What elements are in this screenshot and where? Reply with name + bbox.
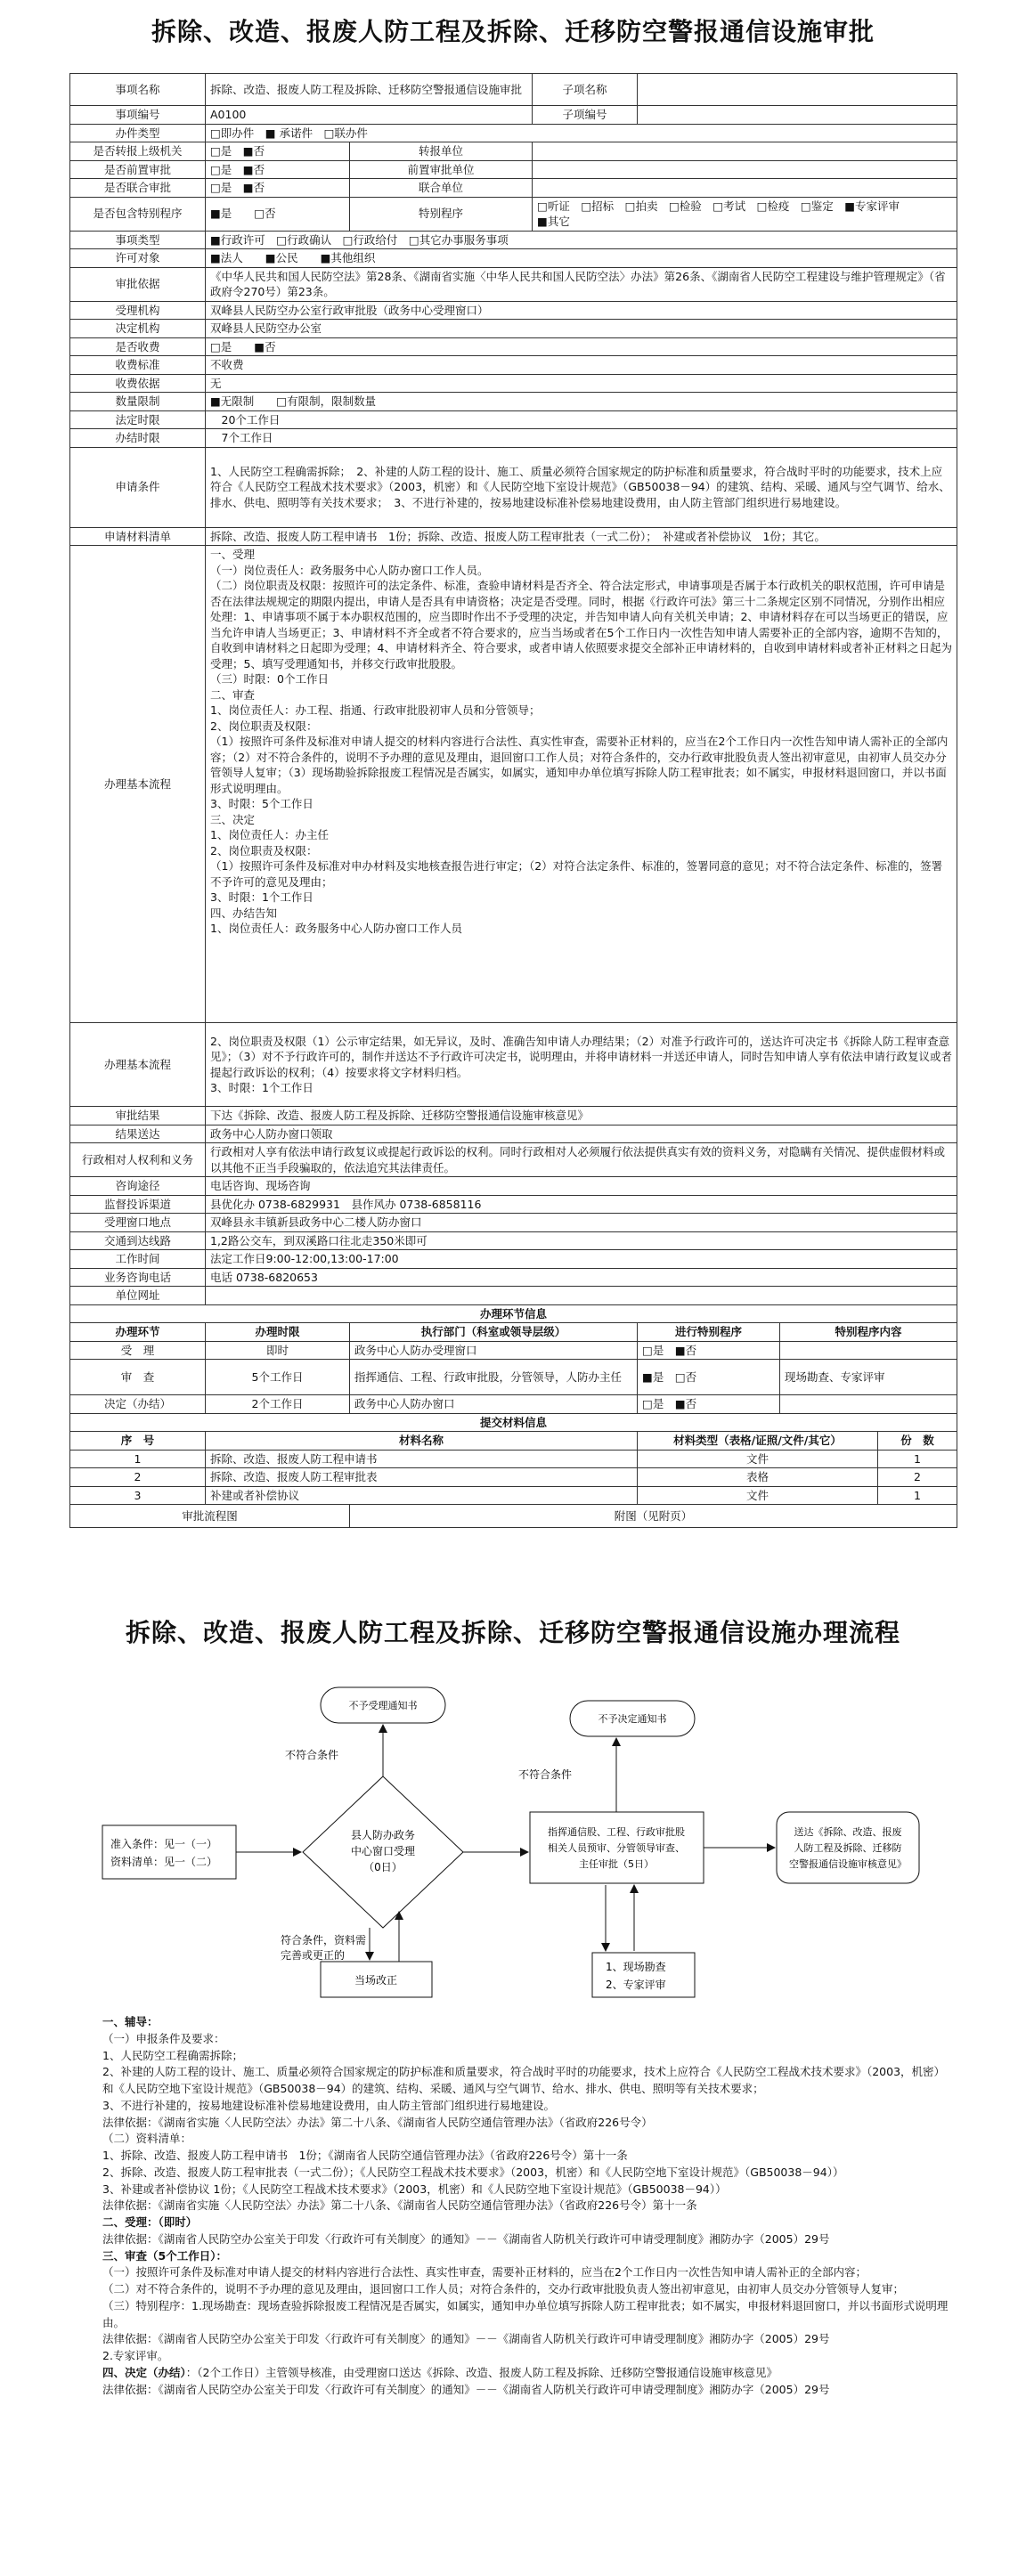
guide-heading-3: 三、审查（5个工作日）： — [102, 2248, 227, 2263]
label-rights: 行政相对人权利和义务 — [70, 1143, 206, 1177]
stage-content — [780, 1341, 957, 1360]
reject-1-label: 不符合条件 — [285, 1749, 339, 1761]
label-route: 交通到达线路 — [70, 1231, 206, 1250]
guide-para: 法律依据：《湖南省人民防空办公室关于印发〈行政许可有关制度〉的通知》－－《湖南省人防机关行政许可申请受理制度》湘防办字（2005）29号 — [102, 2382, 830, 2396]
special-2: 2、专家评审 — [606, 1979, 666, 1991]
result-line3: 空警报通信设施审核意见》 — [789, 1858, 907, 1870]
correct-text: 当场改正 — [354, 1974, 398, 1987]
label-subitem-code: 子项编号 — [533, 106, 638, 125]
mat-no: 2 — [70, 1468, 206, 1487]
guide-para: 2、补建的人防工程的设计、施工、质量必须符合国家规定的防护标准和质量要求，符合战时平时的功能要求，技术上应符合《人民防空工程战术技术要求》（2003，机密）和《人民防空地下室设计规范》（GB50038－94）的建筑、结构、采暖、通风与空气调节、给水、排水、供电、照明等有关技术要求； — [102, 2065, 946, 2095]
label-complaint: 监督投诉渠道 — [70, 1195, 206, 1214]
diamond-line1: 县人防办政务 — [350, 1829, 416, 1841]
mat-type: 表格 — [638, 1468, 878, 1487]
value-delivery: 政务中心人防办窗口领取 — [206, 1125, 957, 1143]
left-note-1: 符合条件，资料需 — [281, 1934, 367, 1946]
label-process: 办理基本流程 — [70, 546, 206, 1023]
mat-count: 1 — [878, 1450, 957, 1468]
stage-dept: 政务中心人防办受理窗口 — [350, 1341, 638, 1360]
value-work-time: 法定工作日9:00-12:00,13:00-17:00 — [206, 1250, 957, 1269]
result-line1: 送达《拆除、改造、报废 — [794, 1826, 902, 1838]
label-fee: 是否收费 — [70, 337, 206, 356]
value-forward: □是 ■否 — [206, 142, 350, 161]
label-accept-org: 受理机构 — [70, 301, 206, 320]
mat-no: 1 — [70, 1450, 206, 1468]
guide-para: 法律依据：《湖南省实施〈人民防空法〉办法》第二十八条、《湖南省人民防空通信管理办法》（省政府226号令）第十一条 — [102, 2198, 697, 2213]
label-result: 审批结果 — [70, 1107, 206, 1125]
stage-limit: 5个工作日 — [206, 1360, 350, 1395]
label-process-cont: 办理基本流程 — [70, 1023, 206, 1107]
stage-head-dept: 执行部门（科室或领导层级） — [350, 1323, 638, 1342]
mat-name: 拆除、改造、报废人防工程审批表 — [206, 1468, 638, 1487]
stage-special: □是 ■否 — [638, 1395, 780, 1414]
label-joint: 是否联合审批 — [70, 179, 206, 198]
stage-content — [780, 1395, 957, 1414]
value-finish-limit: 7个工作日 — [206, 429, 957, 448]
guide-para: 2.专家评审。 — [102, 2349, 169, 2362]
label-target: 许可对象 — [70, 249, 206, 268]
label-finish-limit: 办结时限 — [70, 429, 206, 448]
mat-count: 1 — [878, 1486, 957, 1505]
value-pre-approval-unit — [533, 160, 957, 179]
diamond-line2: 中心窗口受理 — [350, 1845, 416, 1857]
guide-para: 2、拆除、改造、报废人防工程审批表（一式二份）；《人民防空工程战术技术要求》（2003，机密）和《人民防空地下室设计规范》（GB50038－94）） — [102, 2165, 844, 2179]
mat-name: 补建或者补偿协议 — [206, 1486, 638, 1505]
label-decide-org: 决定机构 — [70, 320, 206, 338]
value-forward-unit — [533, 142, 957, 161]
mat-head-type: 材料类型（表格/证照/文件/其它） — [638, 1432, 878, 1451]
value-fee-standard: 不收费 — [206, 356, 957, 375]
guide-para: 法律依据：《湖南省实施〈人民防空法〉办法》第二十八条、《湖南省人民防空通信管理办法》（省政府226号令） — [102, 2115, 653, 2129]
label-conditions: 申请条件 — [70, 447, 206, 527]
value-joint-unit — [533, 179, 957, 198]
guide-para: 3、补建或者补偿协议 1份；《人民防空工程战术技术要求》（2003，机密）和《人民防空地下室设计规范》（GB50038－94）） — [102, 2182, 727, 2196]
stage-limit: 即时 — [206, 1341, 350, 1360]
mat-count: 2 — [878, 1468, 957, 1487]
table-row — [70, 1360, 957, 1395]
left-note-2: 完善或更正的 — [281, 1949, 346, 1962]
label-materials-list: 申请材料清单 — [70, 527, 206, 546]
label-subitem-name: 子项名称 — [533, 74, 638, 106]
stage-head-special: 进行特别程序 — [638, 1323, 780, 1342]
label-special-proc: 特别程序 — [350, 197, 533, 231]
value-legal-limit: 20个工作日 — [206, 410, 957, 429]
stage-head-name: 办理环节 — [70, 1323, 206, 1342]
label-special: 是否包含特别程序 — [70, 197, 206, 231]
input-line2: 资料清单：见一（二） — [110, 1856, 218, 1868]
stage-name: 审 查 — [70, 1360, 206, 1395]
value-item-code: A0100 — [206, 106, 533, 125]
guide-para: 3、不进行补建的，按易地建设标准补偿易地建设费用，由人防主管部门组织进行易地建设。 — [102, 2098, 555, 2112]
mat-name: 拆除、改造、报废人防工程申请书 — [206, 1450, 638, 1468]
footer-attach: 附图（见附页） — [350, 1505, 957, 1528]
label-matter-type: 事项类型 — [70, 231, 206, 249]
result-line2: 人防工程及拆除、迁移防 — [794, 1842, 902, 1854]
mat-head-name: 材料名称 — [206, 1432, 638, 1451]
special-1: 1、现场勘查 — [606, 1961, 666, 1973]
stage-dept: 指挥通信、工程、行政审批股，分管领导，人防办主任 — [350, 1360, 638, 1395]
mat-type: 文件 — [638, 1486, 878, 1505]
guide-para: 1、人民防空工程确需拆除； — [102, 2048, 243, 2062]
page-title: 拆除、改造、报废人防工程及拆除、迁移防空警报通信设施审批 — [151, 17, 875, 46]
label-case-type: 办件类型 — [70, 124, 206, 142]
value-fee-basis: 无 — [206, 374, 957, 393]
value-consult: 电话咨询、现场咨询 — [206, 1177, 957, 1196]
label-work-time: 工作时间 — [70, 1250, 206, 1269]
label-window: 受理窗口地点 — [70, 1214, 206, 1232]
diamond-line3: （0日） — [363, 1861, 403, 1873]
value-website — [206, 1287, 957, 1305]
guide-para: 1、拆除、改造、报废人防工程申请书 1份；《湖南省人民防空通信管理办法》（省政府226号令）第十一条 — [102, 2149, 628, 2162]
value-materials-list: 拆除、改造、报废人防工程申请书 1份；拆除、改造、报废人防工程审批表（一式二份）； 补建或者补偿协议 1份；其它。 — [206, 527, 957, 546]
label-joint-unit: 联合单位 — [350, 179, 533, 198]
stage-special: □是 ■否 — [638, 1341, 780, 1360]
guide-heading-4: 四、决定（办结） — [102, 2365, 186, 2379]
value-pre-approval: □是 ■否 — [206, 160, 350, 179]
value-matter-type: ■行政许可 □行政确认 □行政给付 □其它办事服务事项 — [206, 231, 957, 249]
label-forward: 是否转报上级机关 — [70, 142, 206, 161]
flow-title: 拆除、改造、报废人防工程及拆除、迁移防空警报通信设施办理流程 — [125, 1618, 900, 1647]
value-item-name: 拆除、改造、报废人防工程及拆除、迁移防空警报通信设施审批 — [206, 74, 533, 106]
value-route: 1,2路公交车，到双溪路口往北走350米即可 — [206, 1231, 957, 1250]
input-box — [102, 1825, 236, 1879]
value-fee: □是 ■否 — [206, 337, 957, 356]
mat-head-count: 份 数 — [878, 1432, 957, 1451]
label-pre-approval-unit: 前置审批单位 — [350, 160, 533, 179]
label-website: 单位网址 — [70, 1287, 206, 1305]
section-stages: 办理环节信息 — [70, 1304, 957, 1323]
mat-type: 文件 — [638, 1450, 878, 1468]
value-joint: □是 ■否 — [206, 179, 350, 198]
label-pre-approval: 是否前置审批 — [70, 160, 206, 179]
section-materials: 提交材料信息 — [70, 1413, 957, 1432]
value-case-type: □即办件 ■ 承诺件 □联办件 — [206, 124, 957, 142]
value-process-cont: 2、岗位职责及权限（1）公示审定结果，如无异议，及时、准确告知申请人办理结果；（2）对准予行政许可的，送达许可决定书《拆除人防工程审查意见》；（3）对不予行政许可的，制作并送达不予行政许可决定书，说明理由，并将申请材料一并送还申请人，同时告知申请人享有依法申请行政复议或者提起行政诉讼的权利；（4）按要求将文字材料归档。 3、时限：1个工作日 — [206, 1023, 957, 1107]
stage-content: 现场勘查、专家评审 — [780, 1360, 957, 1395]
table-row — [70, 1468, 957, 1487]
value-window: 双峰县永丰镇新县政务中心二楼人防办窗口 — [206, 1214, 957, 1232]
value-conditions: 1、人民防空工程确需拆除； 2、补建的人防工程的设计、施工、质量必须符合国家规定的防护标准和质量要求，符合战时平时的功能要求，技术上应符合《人民防空工程战术技术要求》（2003，机密）和《人民防空地下室设计规范》（GB50038－94）的建筑、结构、采暖、通风与空气调节、给水、排水、供电、照明等有关技术要求； 3、不进行补建的，按易地建设标准补偿易地建设费用，由人防主管部门组织进行易地建设。 — [206, 447, 957, 527]
stage-limit: 2个工作日 — [206, 1395, 350, 1414]
info-table — [69, 73, 957, 1528]
guide-heading-4-text: ：（2个工作日）主管领导核准，由受理窗口送达《拆除、改造、报废人防工程及拆除、迁移防空警报通信设施审核意见》 — [185, 2365, 778, 2379]
table-row — [70, 1450, 957, 1468]
table-row — [70, 1395, 957, 1414]
review-line1: 指挥通信股、工程、行政审批股 — [548, 1826, 685, 1838]
stage-head-content: 特别程序内容 — [780, 1323, 957, 1342]
value-special-proc: □听证 □招标 □拍卖 □检验 □考试 □检疫 □鉴定 ■专家评审 ■其它 — [533, 197, 957, 231]
flowchart — [0, 1652, 1026, 2008]
guide-heading-2: 二、受理：（即时） — [102, 2215, 198, 2229]
value-result: 下达《拆除、改造、报废人防工程及拆除、迁移防空警报通信设施审核意见》 — [206, 1107, 957, 1125]
label-consult: 咨询途径 — [70, 1177, 206, 1196]
review-line2: 相关人员预审、分管领导审查、 — [548, 1842, 685, 1854]
table-row — [70, 1486, 957, 1505]
label-basis: 审批依据 — [70, 267, 206, 301]
review-line3: 主任审批（5日） — [579, 1858, 654, 1870]
value-subitem-name — [638, 74, 957, 106]
guide-para: （三）特别程序：1.现场勘查：现场查验拆除报废工程情况是否属实，如属实，通知申办单位填写拆除人防工程审批表；如不属实，申报材料退回窗口，并以书面形式说明理由。 — [102, 2298, 949, 2329]
mat-head-no: 序 号 — [70, 1432, 206, 1451]
label-fee-standard: 收费标准 — [70, 356, 206, 375]
stage-name: 决定（办结） — [70, 1395, 206, 1414]
value-target: ■法人 ■公民 ■其他组织 — [206, 249, 957, 268]
guide-para: 法律依据：《湖南省人民防空办公室关于印发〈行政许可有关制度〉的通知》－－《湖南省人防机关行政许可申请受理制度》湘防办字（2005）29号 — [102, 2231, 830, 2246]
label-item-code: 事项编号 — [70, 106, 206, 125]
label-legal-limit: 法定时限 — [70, 410, 206, 429]
label-forward-unit: 转报单位 — [350, 142, 533, 161]
guide-para: 法律依据：《湖南省人民防空办公室关于印发〈行政许可有关制度〉的通知》－－《湖南省人防机关行政许可申请受理制度》湘防办字（2005）29号 — [102, 2332, 830, 2346]
value-decide-org: 双峰县人民防空办公室 — [206, 320, 957, 338]
label-phone: 业务咨询电话 — [70, 1268, 206, 1287]
label-item-name: 事项名称 — [70, 74, 206, 106]
label-quantity: 数量限制 — [70, 393, 206, 411]
reject-2-label: 不符合条件 — [518, 1768, 573, 1781]
reject-notice-1-text: 不予受理通知书 — [348, 1700, 418, 1711]
guide-section — [102, 2014, 949, 2398]
guide-para: （一）按照许可条件及标准对申请人提交的材料内容进行合法性、真实性审查，需要补正材料的，应当在2个工作日内一次性告知申请人需补正的全部内容； — [102, 2265, 867, 2279]
value-rights: 行政相对人享有依法申请行政复议或提起行政诉讼的权利。同时行政相对人必须履行依法提供真实有效的资料义务，对隐瞒有关情况、提供虚假材料或以其他不正当手段骗取的，依法追究其法律责任。 — [206, 1143, 957, 1177]
guide-sub-1: （一）申报条件及要求： — [102, 2031, 225, 2045]
input-line1: 准入条件：见一（一） — [110, 1838, 218, 1850]
stage-head-limit: 办理时限 — [206, 1323, 350, 1342]
guide-para: （二）对不符合条件的，说明不予办理的意见及理由，退回窗口工作人员；对符合条件的，交办行政审批股负责人签出初审意见，由初审人员交办分管领导人复审； — [102, 2282, 905, 2296]
value-quantity: ■无限制 □有限制，限制数量 — [206, 393, 957, 411]
value-basis: 《中华人民共和国人民防空法》第28条、《湖南省实施〈中华人民共和国人民防空法〉办法》第26条、《湖南省人民防空工程建设与维护管理规定》（省政府令270号）第23条。 — [206, 267, 957, 301]
reject-notice-2-text: 不予决定通知书 — [598, 1713, 667, 1725]
guide-sub-2: （二）资料清单： — [102, 2132, 192, 2146]
footer-flow-label: 审批流程图 — [70, 1505, 350, 1528]
label-fee-basis: 收费依据 — [70, 374, 206, 393]
value-process: 一、受理 （一）岗位责任人：政务服务中心人防办窗口工作人员。 （二）岗位职责及权限：按照许可的法定条件、标准，查验申请材料是否齐全、符合法定形式，申请事项是否属于本行政机关的职权范围，许可申请是否在法律法规规定的期限内提出，申请人是否具有申请资格；决定是否受理。同时，根据《行政许可法》第三十二条规定区别不同情况，分别作出相应处理：1、申请事项不属于本办职权范围的，应当即时作出不予受理的决定，并告知申请人向有关机关申请；2、申请材料存在可以当场更正的错误，应当允许申请人当场更正；3、申请材料不齐全或者不符合要求的，应当当场或者在5个工作日内一次性告知申请人需要补正的全部内容，逾期不告知的，自收到申请材料之日起即为受理；4、申请材料齐全、符合要求，或者申请人依照要求提交全部补正申请材料的，自收到申请材料或者补正材料之日起为受理；5、填写受理通知书，并移交行政审批股股。 （三）时限：0个工作日 二、审查 1、岗位责任人：办工程、指通、行政审批股初审人员和分管领导； 2、岗位职责及权限： （1）按照许可条件及标准对申请人提交的材料内容进行合法性、真实性审查，需要补正材料的，应当在2个工作日内一次性告知申请人需补正的全部内容；（2）对不符合条件的，说明不予办理的意见及理由，退回窗口工作人员；对符合条件的，交办行政审批股负责人签出初审意见，由初审人员交办分管领导人复审；（3）现场勘验拆除报废工程情况是否属实，如属实，通知申办单位填写拆除人防工程审批表；如不属实，申报材料退回窗口，并以书面形式说明理由。 3、时限：5个工作日 三、决定 1、岗位责任人：办主任 2、岗位职责及权限： （1）按照许可条件及标准对申办材料及实地核查报告进行审定；（2）对符合法定条件、标准的，签署同意的意见；对不符合法定条件、标准的，签署不予许可的意见及理由； 3、时限：1个工作日 四、办结告知 1、岗位责任人：政务服务中心人防办窗口工作人员 — [206, 546, 957, 1023]
value-subitem-code — [638, 106, 957, 125]
mat-no: 3 — [70, 1486, 206, 1505]
value-accept-org: 双峰县人民防空办公室行政审批股（政务中心受理窗口） — [206, 301, 957, 320]
table-row — [70, 1341, 957, 1360]
guide-heading-4-line — [102, 2365, 949, 2382]
value-phone: 电话 0738-6820653 — [206, 1268, 957, 1287]
stage-name: 受 理 — [70, 1341, 206, 1360]
stage-dept: 政务中心人防办窗口 — [350, 1395, 638, 1414]
label-delivery: 结果送达 — [70, 1125, 206, 1143]
stage-special: ■是 □否 — [638, 1360, 780, 1395]
guide-heading-1: 一、辅导： — [102, 2015, 159, 2028]
value-complaint: 县优化办 0738-6829931 县作风办 0738-6858116 — [206, 1195, 957, 1214]
value-special: ■是 □否 — [206, 197, 350, 231]
